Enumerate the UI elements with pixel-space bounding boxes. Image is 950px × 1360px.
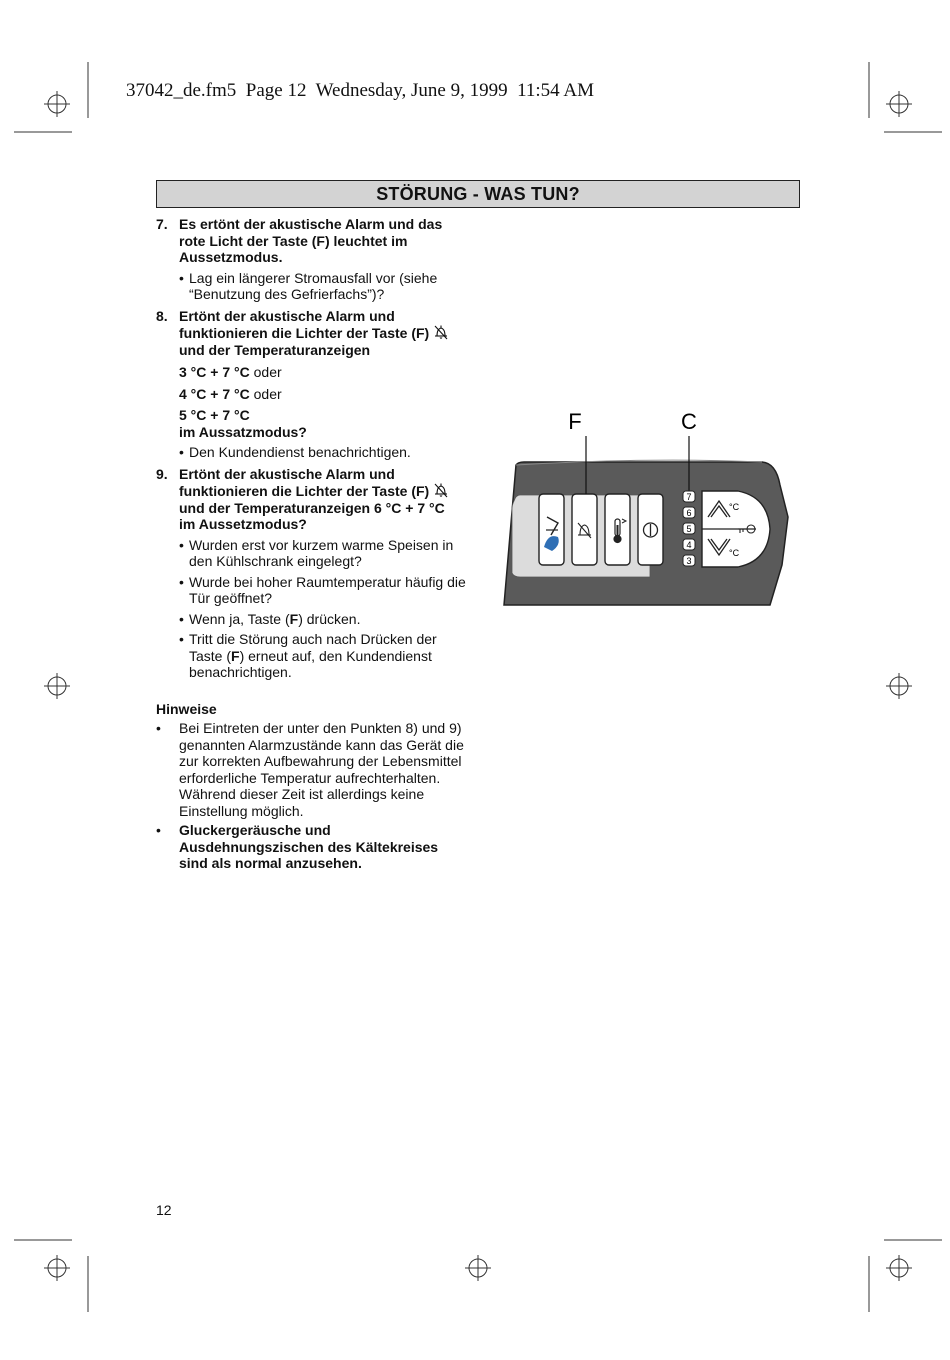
page-number: 12 <box>156 1202 172 1218</box>
indicator-6 <box>683 507 695 518</box>
print-header: 37042_de.fm5 Page 12 Wednesday, June 9, 1999 11:54 AM <box>126 80 594 101</box>
svg-text:7: 7 <box>686 492 692 502</box>
item-7-bullet-1: • Lag ein längerer Stromausfall vor (siehe “Benutzung des Gefrierfachs”)? <box>179 269 438 302</box>
svg-text:3: 3 <box>686 556 692 566</box>
note-2: • Gluckergeräusche und Ausdehnungszischen des Kältekreises sind als normal anzusehen. <box>156 822 439 871</box>
item-8-temp-2: 4 °C + 7 °C oder <box>179 385 282 402</box>
indicator-7 <box>683 491 695 502</box>
item-8-number: 8. <box>156 307 168 324</box>
section-title <box>156 180 800 208</box>
item-9-bullet-1: • Wurden erst vor kurzem warme Speisen in den Kühlschrank eingelegt? <box>179 536 454 569</box>
indicator-4 <box>683 539 695 550</box>
svg-text:6: 6 <box>686 508 692 518</box>
indicator-5 <box>683 523 695 534</box>
item-8-heading: Ertönt der akustische Alarm und funktionieren die Lichter der Taste (F) und der Temperaturanzeigen <box>179 308 468 359</box>
svg-text:5: 5 <box>686 524 692 534</box>
item-7-number: 7. <box>156 216 168 232</box>
label-c: C <box>681 409 697 434</box>
item-8-temp-1: 3 °C + 7 °C oder <box>179 364 282 380</box>
svg-text:4: 4 <box>686 540 692 550</box>
item-9-heading: Ertönt der akustische Alarm und funktionieren die Lichter der Taste (F) und der Temperaturanzeigen 6 °C + 7 °C im Aussetzmodus? <box>179 466 468 533</box>
button-alarm-f <box>572 494 597 565</box>
item-8 <box>156 308 468 461</box>
item-8-bullet-1: • Den Kundendienst benachrichtigen. <box>179 444 411 460</box>
item-9-bullet-4: • Tritt die Störung auch nach Drücken der Taste (F) erneut auf, den Kundendienst benachrichtigen. <box>179 631 437 680</box>
item-9-bullet-2: • Wurde bei hoher Raumtemperatur häufig die Tür geöffnet? <box>179 573 466 606</box>
note-1: • Bei Eintreten der unter den Punkten 8) und 9) genannten Alarmzustände kann das Gerät die zur korrekten Aufbewahrung der Lebensmittel erforderliche Temperatur aufrechterhalten. Während dieser Zeit ist allerdings keine Einstellung möglich. <box>156 720 464 819</box>
item-7 <box>156 216 468 303</box>
item-9 <box>156 466 468 681</box>
section-title-text: STÖRUNG - WAS TUN? <box>376 183 580 204</box>
alarm-off-icon <box>432 324 450 340</box>
notes-section <box>156 701 468 872</box>
main-column <box>156 216 468 872</box>
item-7-heading: Es ertönt der akustische Alarm und das rote Licht der Taste (F) leuchtet im Aussetzmodus. <box>179 216 443 265</box>
item-8-mode: im Aussatzmodus? <box>179 423 307 440</box>
label-f: F <box>568 409 582 434</box>
unit-up: °C <box>729 502 740 512</box>
control-panel-diagram <box>500 405 800 615</box>
indicator-3 <box>683 555 695 566</box>
unit-down: °C <box>729 548 740 558</box>
item-9-bullet-3: • Wenn ja, Taste (F) drücken. <box>179 610 361 627</box>
alarm-off-icon <box>432 482 450 498</box>
notes-heading: Hinweise <box>156 700 217 717</box>
item-9-number: 9. <box>156 465 168 482</box>
item-8-temp-3: 5 °C + 7 °C <box>179 407 250 423</box>
